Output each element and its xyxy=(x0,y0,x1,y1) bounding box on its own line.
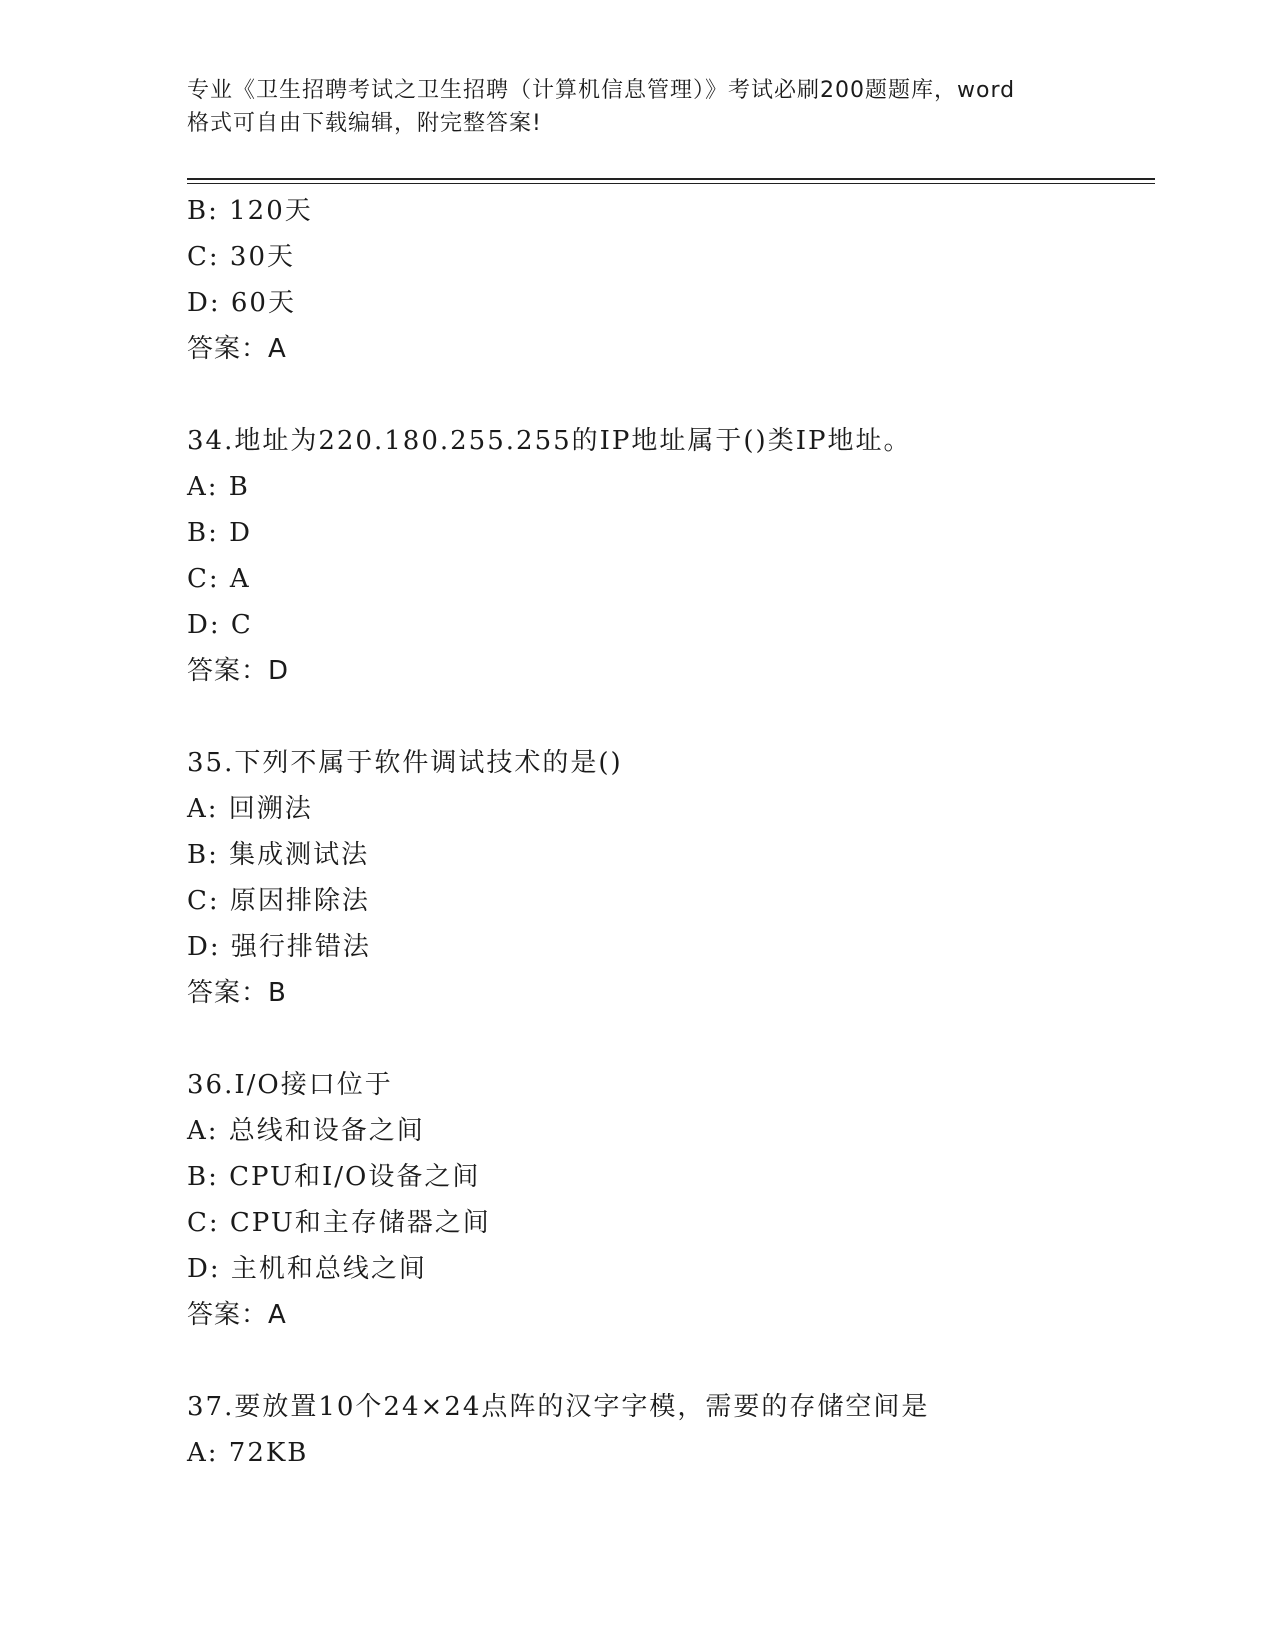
header-title-line-2: 格式可自由下载编辑，附完整答案! xyxy=(187,111,542,136)
answer-line: 答案：A xyxy=(187,334,287,364)
spacer xyxy=(187,1016,1155,1062)
question-stem: 36.I/O接口位于 xyxy=(187,1070,393,1100)
question-37 xyxy=(187,1384,1155,1476)
header-title-line-1: 专业《卫生招聘考试之卫生招聘（计算机信息管理）》考试必刷200题题库，word xyxy=(187,78,1016,103)
option-b: B: CPU和I/O设备之间 xyxy=(187,1162,481,1192)
header-divider-thick xyxy=(187,178,1155,180)
option-c: C: 原因排除法 xyxy=(187,886,370,916)
option-b: B: 120天 xyxy=(187,196,313,226)
option-a: A: 总线和设备之间 xyxy=(187,1116,425,1146)
option-a: A: B xyxy=(187,472,250,502)
option-a: A: 回溯法 xyxy=(187,794,313,824)
option-c: C: 30天 xyxy=(187,242,296,272)
option-c: C: CPU和主存储器之间 xyxy=(187,1208,491,1238)
question-35 xyxy=(187,740,1155,1016)
option-a: A: 72KB xyxy=(187,1438,309,1468)
question-stem: 37.要放置10个24×24点阵的汉字字模，需要的存储空间是 xyxy=(187,1392,930,1422)
answer-line: 答案：B xyxy=(187,978,287,1008)
question-33-continued xyxy=(187,188,1155,372)
option-d: D: 60天 xyxy=(187,288,296,318)
document-header xyxy=(187,74,1087,140)
question-list xyxy=(187,188,1155,1476)
answer-line: 答案：A xyxy=(187,1300,287,1330)
option-d: D: C xyxy=(187,610,253,640)
answer-line: 答案：D xyxy=(187,656,290,686)
question-36 xyxy=(187,1062,1155,1338)
spacer xyxy=(187,694,1155,740)
option-c: C: A xyxy=(187,564,251,594)
option-b: B: D xyxy=(187,518,252,548)
header-divider-thin xyxy=(187,183,1155,184)
spacer xyxy=(187,372,1155,418)
option-d: D: 强行排错法 xyxy=(187,932,371,962)
question-stem: 34.地址为220.180.255.255的IP地址属于()类IP地址。 xyxy=(187,426,912,456)
question-34 xyxy=(187,418,1155,694)
question-stem: 35.下列不属于软件调试技术的是() xyxy=(187,748,623,778)
option-b: B: 集成测试法 xyxy=(187,840,370,870)
spacer xyxy=(187,1338,1155,1384)
option-d: D: 主机和总线之间 xyxy=(187,1254,427,1284)
